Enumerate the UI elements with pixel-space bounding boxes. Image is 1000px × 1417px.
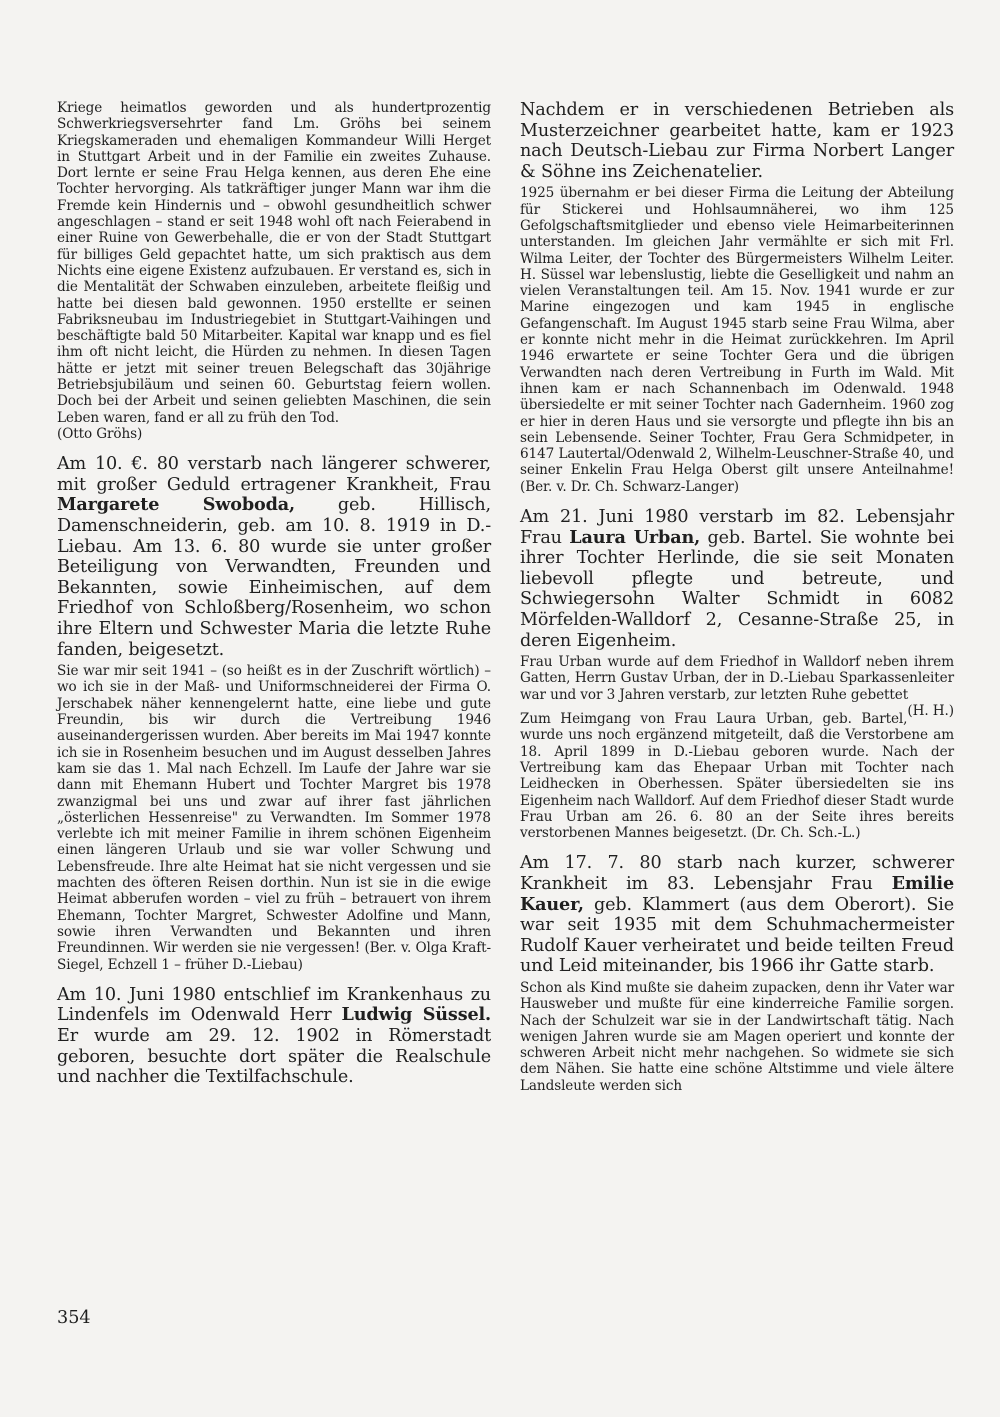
kauer-obituary-lead: Am 17. 7. 80 starb nach kurzer, schwerer Krankheit im 83. Lebensjahr Frau Emilie Kauer, geb. Klammert (aus dem Oberort). Sie war seit 1935 mit dem Schuhmachermeister Rudolf Kauer verheiratet und beide teilten Freud und Leid miteinander, bis 1966 ihr Gatte starb. xyxy=(520,853,954,977)
deceased-name: Ludwig Süssel. xyxy=(341,1004,491,1026)
right-column xyxy=(520,100,954,1094)
urban-obituary-body: Frau Urban wurde auf dem Friedhof in Walldorf neben ihrem Gatten, Herrn Gustav Urban, der in D.-Liebau Sparkassenleiter war und vor 3 Jahren verstarb, zur letzten Ruhe gebettet (H. H.) xyxy=(520,654,954,720)
groehs-signature: (Otto Gröhs) xyxy=(57,425,143,442)
urban-obituary-lead: Am 21. Juni 1980 verstarb im 82. Lebensjahr Frau Laura Urban, geb. Bartel. Sie wohnte bei ihrer Tochter Herlinde, die sie seit Monaten liebevoll pflegte und betreute, und Schwiegersohn Walter Schmidt in 6082 Mörfelden-Walldorf 2, Cesanne-Straße 25, in deren Eigenheim. xyxy=(520,507,955,651)
page-number: 354 xyxy=(57,1308,91,1328)
groehs-obituary-continuation: Kriege heimatlos geworden und als hundertprozentig Schwerkriegsversehrter fand Lm. Gröhs bei seinem Kriegskameraden und ehemaligen Kommandeur Willi Herget in Stuttgart Arbeit und in der Familie ein zweites Zuhause. Dort lernte er seine Frau Helga kennen, aus deren Ehe eine Tochter hervorging. Als tatkräftiger junger Mann war ihm die Fremde kein Hindernis und – obwohl gesundheitlich schwer angeschlagen – stand er seit 1948 wohl oft nach Feierabend in einer Ruine von Gewerbehalle, die er von der Stadt Stuttgart für billiges Geld gepachtet hatte, um sich praktisch aus dem Nichts eine eigene Existenz aufzubauen. Er verstand es, sich in die Mentalität der Schwaben einzuleben, arbeitete fleißig und hatte bei diesen bald gewonnen. 1950 erstellte er seinen Fabriksneubau im Industriegebiet in Stuttgart-Vaihingen und beschäftigte bald 50 Mitarbeiter. Kapital war knapp und es fiel ihm oft nicht leicht, die Hürden zu nehmen. In diesen Tagen hätte er jetzt mit seiner treuen Belegschaft das 30jährige Betriebsjubiläum und seinen 60. Geburtstag feiern wollen. Doch bei der Arbeit und seinen geliebten Maschinen, die sein Leben waren, fand er all zu früh den Tod. xyxy=(57,100,491,426)
swoboda-obituary-lead: Am 10. €. 80 verstarb nach längerer schwerer, mit großer Geduld ertragener Krankheit, Frau Margarete Swoboda, geb. Hillisch, Damenschneiderin, geb. am 10. 8. 1919 in D.-Liebau. Am 13. 6. 80 wurde sie unter großer Beteiligung von Verwandten, Freunden und Bekannten, sowie Einheimischen, auf dem Friedhof von Schloßberg/Rosenheim, wo schon ihre Eltern und Schwester Maria die letzte Ruhe fanden, beigesetzt. xyxy=(57,454,491,660)
deceased-name: Margarete Swoboda, xyxy=(57,494,295,516)
urban-addendum: Zum Heimgang von Frau Laura Urban, geb. Bartel, wurde uns noch ergänzend mitgeteilt, daß die Verstorbene am 18. April 1899 in D.-Liebau geboren wurde. Nach der Vertreibung kam das Ehepaar Urban mit Tochter nach Leidhecken in Oberhessen. Später übersiedelten sie ins Eigenheim nach Walldorf. Auf dem Friedhof dieser Stadt wurde Frau Urban am 26. 6. 80 an der Seite ihres bereits verstorbenen Mannes beigesetzt. (Dr. Ch. Sch.-L.) xyxy=(520,711,954,842)
suessel-continuation-lead: Nachdem er in verschiedenen Betrieben als Musterzeichner gearbeitet hatte, kam er 1923 nach Deutsch-Liebau zur Firma Norbert Langer & Söhne ins Zeichenatelier. xyxy=(520,100,954,182)
left-column xyxy=(57,100,491,1088)
kauer-obituary-body: Schon als Kind mußte sie daheim zupacken, denn ihr Vater war Hausweber und mußte für eine kinderreiche Familie sorgen. Nach der Schulzeit war sie in der Landwirtschaft tätig. Nach wenigen Jahren wurde sie am Magen operiert und konnte der schweren Arbeit nicht mehr nachgehen. So widmete sie sich dem Nähen. Sie hatte eine schöne Altstimme und viele ältere Landsleute werden sich xyxy=(520,980,954,1094)
urban-signature: (H. H.) xyxy=(907,703,954,720)
swoboda-obituary-body: Sie war mir seit 1941 – (so heißt es in der Zuschrift wörtlich) – wo ich sie in der Maß- und Uniformschneiderei der Firma O. Jerschabek näher kennengelernt hatte, eine liebe und gute Freundin, bis wir durch die Vertreibung 1946 auseinandergerissen wurden. Aber bereits im Mai 1947 konnte ich sie in Rosenheim besuchen und im August desselben Jahres kam sie das 1. Mal nach Echzell. Im Laufe der Jahre war sie dann mit Ehemann Hubert und Tochter Margret bis 1978 zwanzigmal bei uns und zwar auf ihrer fast jährlichen „österlichen Hessenreise" zu Verwandten. Im Sommer 1978 verlebte ich mit meiner Familie in ihrem schönen Eigenheim einen längeren Urlaub und sie war voller Schwung und Lebensfreude. Ihre alte Heimat hat sie nicht vergessen und sie machten des öfteren Reisen dorthin. Nun ist sie in die ewige Heimat abberufen worden – viel zu früh – betrauert von ihrem Ehemann, Tochter Margret, Schwester Adolfine und Mann, sowie ihren Verwandten und Bekannten und ihren Freundinnen. Wir werden sie nie vergessen! (Ber. v. Olga Kraft-Siegel, Echzell 1 – früher D.-Liebau) xyxy=(57,663,491,973)
suessel-obituary-lead: Am 10. Juni 1980 entschlief im Krankenhaus zu Lindenfels im Odenwald Herr Ludwig Süssel. Er wurde am 29. 12. 1902 in Römerstadt geboren, besuchte dort später die Realschule und nachher die Textilfachschule. xyxy=(57,984,491,1088)
deceased-name: Laura Urban, xyxy=(569,526,701,548)
deceased-name: Emilie Kauer, xyxy=(520,873,954,915)
suessel-continuation-body: 1925 übernahm er bei dieser Firma die Leitung der Abteilung für Stickerei und Hohlsaumnäherei, wo ihm 125 Gefolgschaftsmitglieder und ebenso viele Heimarbeiterinnen unterstanden. Im gleichen Jahr vermählte er sich mit Frl. Wilma Leiter, der Tochter des Bürgermeisters Wilhelm Leiter. H. Süssel war lebenslustig, liebte die Geselligkeit und nahm an vielen Veranstaltungen teil. Am 15. Nov. 1941 wurde er zur Marine eingezogen und kam 1945 in englische Gefangenschaft. Im August 1945 starb seine Frau Wilma, aber er konnte nicht mehr in die Heimat zurückkehren. Im April 1946 erwartete er seine Tochter Gera und die übrigen Verwandten nach deren Vertreibung in Furth im Wald. Mit ihnen kam er nach Schannenbach im Odenwald. 1948 übersiedelte er mit seiner Tochter nach Gadernheim. 1960 zog er hier in deren Haus und sie versorgte und pflegte ihn bis an sein Lebensende. Seiner Tochter, Frau Gera Schmidpeter, in 6147 Lautertal/Odenwald 2, Wilhelm-Leuschner-Straße 40, und seiner Enkelin Frau Helga Oberst gilt unsere Anteilnahme! (Ber. v. Dr. Ch. Schwarz-Langer) xyxy=(520,185,954,495)
